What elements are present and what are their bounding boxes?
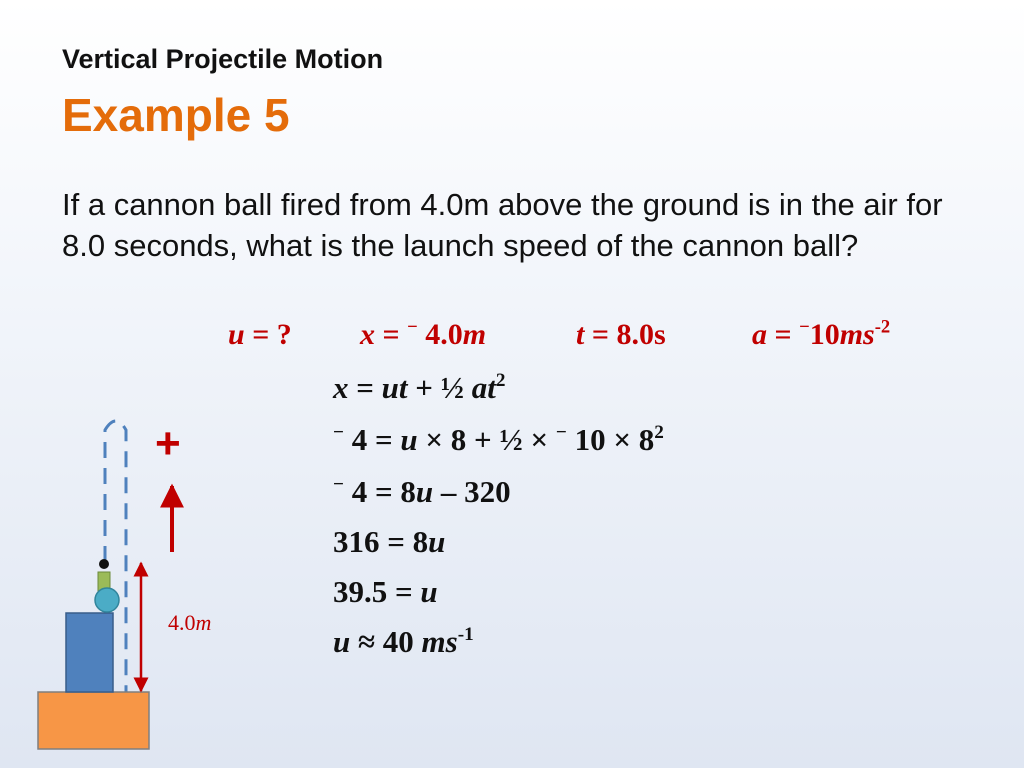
given-u: u = ? — [228, 318, 292, 351]
working-line-2: − 4 = u × 8 + ½ × − $10 \times 8^2$ — [333, 422, 664, 457]
ground-block — [38, 692, 149, 749]
working-line-4: 316 = 8u — [333, 524, 446, 559]
slide-title: Example 5 — [62, 89, 290, 141]
question-text: If a cannon ball fired from 4.0m above the ground is in the air for 8.0 seconds, what is the launch speed of the cannon ball? — [62, 187, 943, 263]
working-line-5: 39.5 = u — [333, 574, 438, 609]
given-x: x = − 4.0m — [360, 316, 487, 351]
given-a: $a = ^-10ms^{-2}$ — [752, 316, 891, 351]
working-line-3: − 4 = 8u – 320 — [333, 474, 511, 509]
tower-block — [66, 613, 113, 692]
given-t: t = 8.0s — [576, 318, 666, 351]
height-label: 4.0m — [168, 610, 212, 635]
positive-sign: + — [155, 419, 181, 468]
cannon-ball — [99, 559, 109, 569]
working-line-1: x = ut + ½ $at^2$ — [333, 370, 506, 405]
cannon-wheel — [95, 588, 119, 612]
slide-subtitle: Vertical Projectile Motion — [62, 44, 384, 74]
working-line-6: u ≈ 40 $ms^{-1}$ — [333, 624, 474, 659]
